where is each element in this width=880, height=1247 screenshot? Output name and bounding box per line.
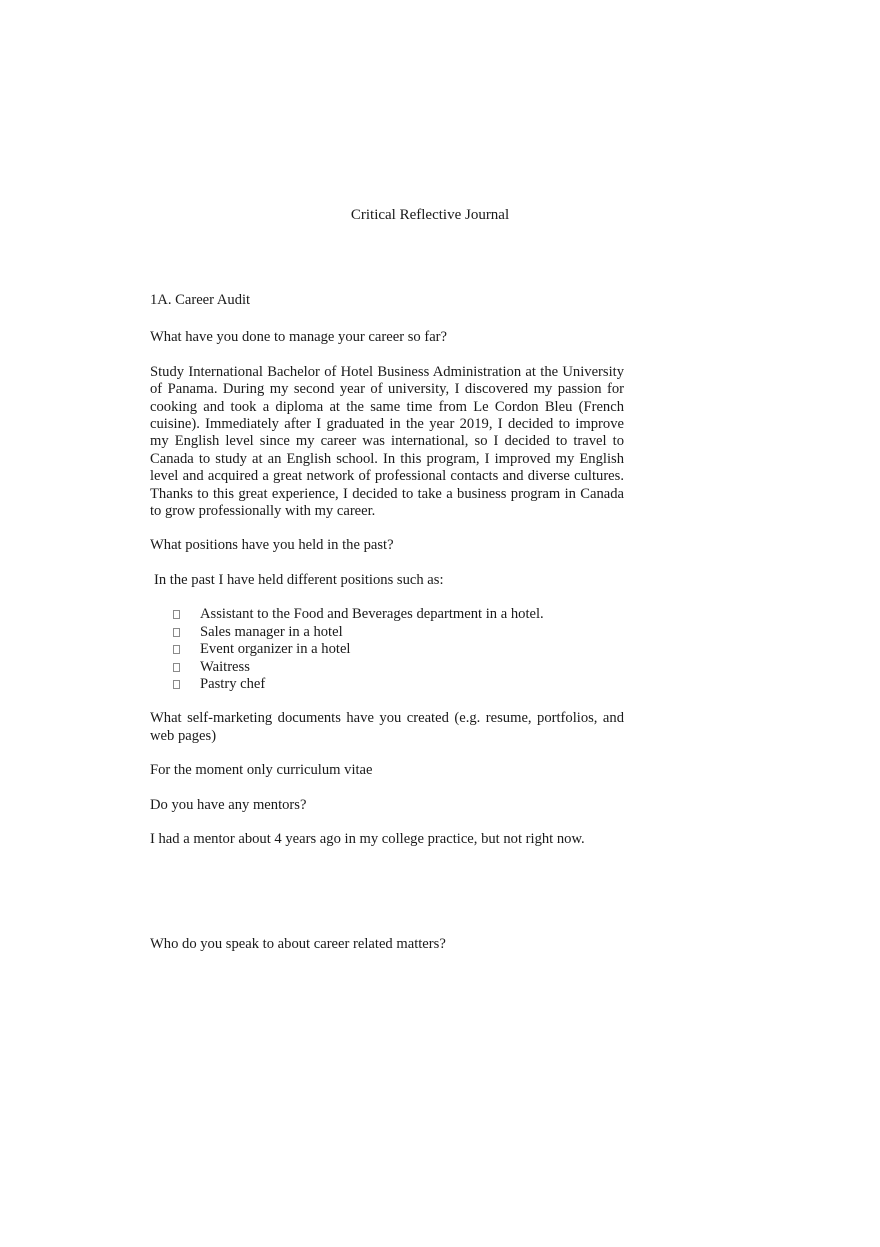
answer-self-marketing: For the moment only curriculum vitae [150,762,373,779]
document-title: Critical Reflective Journal [350,207,510,223]
bullet-box-icon [173,645,180,654]
list-item: Assistant to the Food and Beverages department in a hotel. [150,606,624,623]
bullet-box-icon [173,663,180,672]
list-item: Event organizer in a hotel [150,641,624,658]
bullet-box-icon [173,610,180,619]
positions-intro: In the past I have held different positions such as: [154,571,444,588]
document-body [150,292,624,848]
question-career-matters: Who do you speak to about career related matters? [150,936,446,952]
bullet-box-icon [173,680,180,689]
bullet-box-icon [173,628,180,637]
question-positions: What positions have you held in the past? [150,537,394,554]
positions-list [150,606,624,693]
question-mentors: Do you have any mentors? [150,796,307,813]
question-self-marketing: What self-marketing documents have you created (e.g. resume, portfolios, and web pages) [150,710,624,744]
list-item: Sales manager in a hotel [150,624,624,641]
question-manage-career: What have you done to manage your career so far? [150,329,448,346]
list-item: Pastry chef [150,676,624,693]
section-heading: 1A. Career Audit [150,292,251,308]
answer-mentors: I had a mentor about 4 years ago in my college practice, but not right now. [150,830,585,847]
answer-manage-career: Study International Bachelor of Hotel Business Administration at the University of Panama. During my second year of university, I discovered my passion for cooking and took a diploma at the same time from Le Cordon Bleu (French cuisine). Immediately after I graduated in the year 2019, I decided to improve my English level since my career was international, so I decided to travel to Canada to study at an English school. In this program, I improved my English level and acquired a great network of professional contacts and diverse cultures. Thanks to this great experience, I decided to take a business program in Canada to grow professionally with my career. [150,363,624,520]
list-item: Waitress [150,659,624,676]
